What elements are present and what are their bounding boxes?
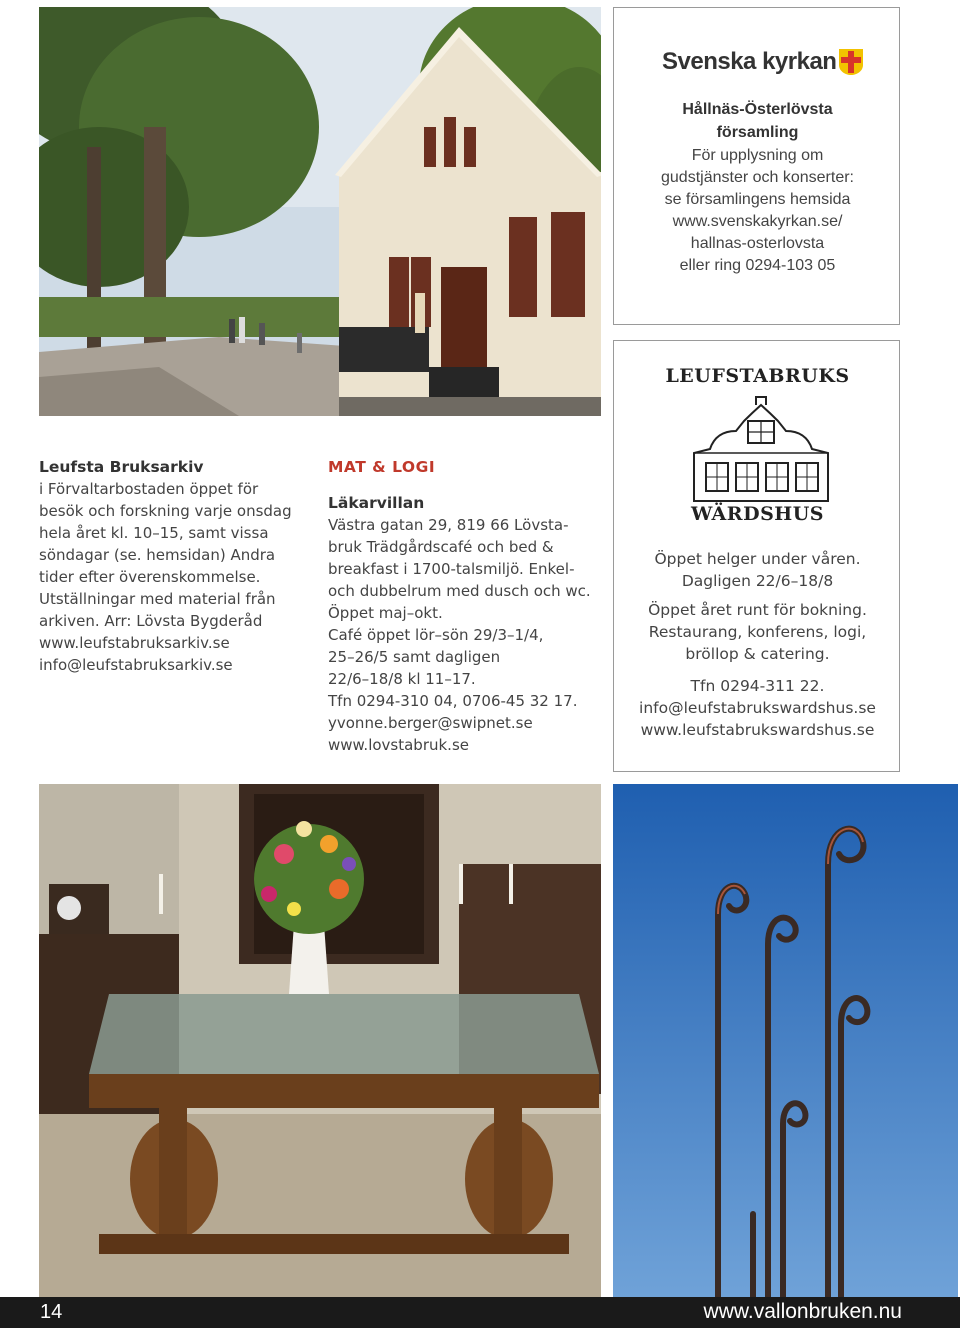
mat-logi-heading: MAT & LOGI bbox=[328, 458, 436, 476]
parish-name: Hållnäs-Österlövsta församling bbox=[682, 101, 833, 141]
church-cross-icon bbox=[838, 48, 864, 76]
wardshus-opening-hours: Öppet helger under våren. Dagligen 22/6–18/8 bbox=[654, 550, 861, 590]
wardshus-box bbox=[613, 340, 900, 772]
wardshus-website-link[interactable]: www.leufstabrukswardshus.se bbox=[640, 721, 875, 739]
wardshus-logo-bottom-text: WÄRDSHUS bbox=[690, 503, 825, 525]
bruksarkiv-section bbox=[39, 456, 301, 676]
mat-logi-section bbox=[328, 456, 608, 756]
wardshus-services: Öppet året runt för bokning. Restaurang, konferens, logi, bröllop & catering. bbox=[648, 601, 867, 663]
page-number: 14 bbox=[40, 1301, 63, 1323]
parish-website-link[interactable]: www.svenskakyrkan.se/ bbox=[672, 213, 843, 230]
metal-sculpture-photo bbox=[613, 784, 958, 1297]
footer-website-link[interactable]: www.vallonbruken.nu bbox=[703, 1300, 902, 1323]
bruksarkiv-title: Leufsta Bruksarkiv bbox=[39, 458, 204, 476]
lakarvillan-title: Läkarvillan bbox=[328, 494, 425, 512]
wardshus-building-drawing bbox=[686, 391, 836, 511]
parish-info: För upplysning om gudstjänster och konserter: se församlingens hemsida www.svenskakyrkan.se/ hallnas-osterlovsta eller ring 0294-103 05 bbox=[614, 145, 901, 277]
footer-bar bbox=[0, 1297, 960, 1328]
building-photo bbox=[39, 7, 601, 416]
wardshus-logo-top-text: LEUFSTABRUKS bbox=[665, 365, 850, 387]
flower-table-photo bbox=[39, 784, 601, 1297]
bruksarkiv-body: i Förvaltarbostaden öppet för besök och forskning varje onsdag hela året kl. 10–15, samt vissa söndagar (se. hemsidan) Andra tider efter överenskommelse. Utställningar med material från arkiven. Arr: Lövsta Bygderåd www.leufstabruksarkiv.se info@leufstabruksarkiv.se bbox=[39, 480, 292, 674]
wardshus-email-link[interactable]: info@leufstabrukswardshus.se bbox=[639, 699, 876, 717]
svenska-kyrkan-logo: Svenska kyrkan bbox=[662, 48, 872, 82]
lakarvillan-body: Västra gatan 29, 819 66 Lövsta- bruk Trädgårdscafé och bed & breakfast i 1700-talsmiljö. Enkel- och dubbelrum med dusch och wc. Öppet maj–okt. Café öppet lör–sön 29/3–1/4, 25–26/5 samt dagligen 22/6–18/8 kl 11–17. Tfn 0294-310 04, 0706-45 32 17. yvonne.berger@swipnet.se www.lovstabruk.se bbox=[328, 516, 591, 754]
svenska-kyrkan-box bbox=[613, 7, 900, 325]
wardshus-contact: Tfn 0294-311 22. info@leufstabrukswardshus.se www.leufstabrukswardshus.se bbox=[614, 675, 901, 741]
